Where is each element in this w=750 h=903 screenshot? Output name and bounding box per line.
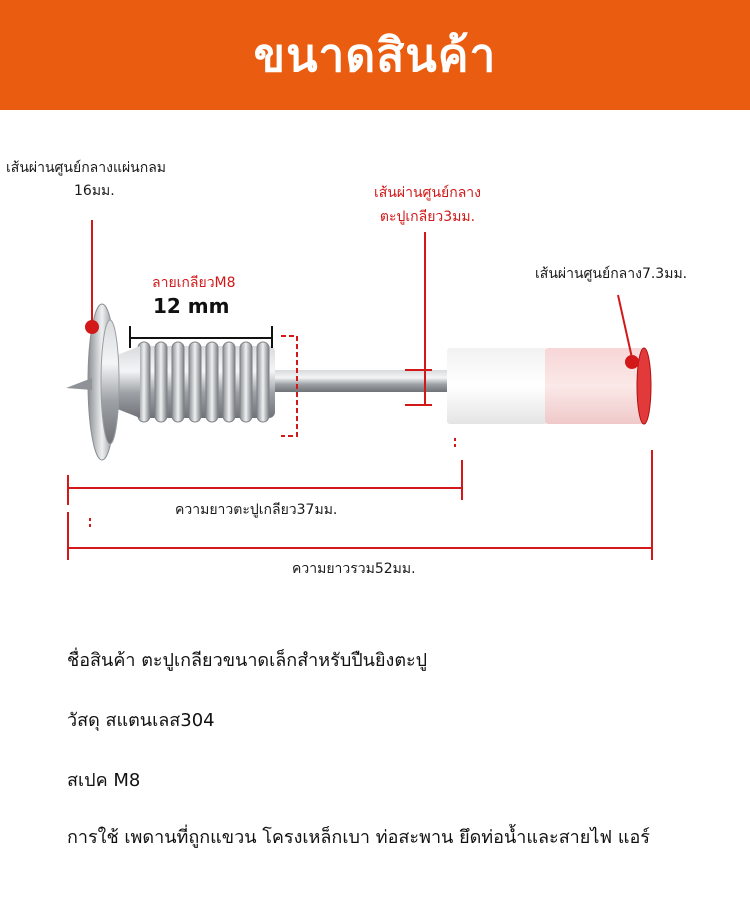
product-diagram — [0, 120, 750, 610]
head-diameter-label: เส้นผ่านศูนย์กลางแผ่นกลม — [6, 160, 167, 176]
head-diameter-value: 16มม. — [74, 183, 115, 199]
thread-type-label: ลายเกลียวM8 — [152, 275, 236, 291]
product-usage: การใช้ เพดานที่ถูกแขวน โครงเหล็กเบา ท่อสะพาน ยึดท่อน้ำและสายไฟ แอร์ — [67, 827, 650, 848]
screw-head — [66, 304, 140, 460]
shaft-diameter-value: ตะปูเกลียว3มม. — [379, 209, 476, 225]
total-length-label: ความยาวรวม52มม. — [292, 561, 416, 577]
product-spec: สเปค M8 — [67, 770, 141, 791]
shaft-diameter-label: เส้นผ่านศูนย์กลาง — [374, 185, 481, 201]
screw-sleeve — [447, 348, 651, 424]
page-title: ขนาดสินค้า — [253, 27, 497, 82]
thread-length-label: 12 mm — [153, 294, 230, 318]
header-banner — [0, 0, 750, 110]
screw-threads — [135, 342, 275, 422]
product-material: วัสดุ สแตนเลส304 — [67, 710, 215, 731]
sleeve-diameter-label: เส้นผ่านศูนย์กลาง7.3มม. — [535, 266, 688, 282]
product-name: ชื่อสินค้า ตะปูเกลียวขนาดเล็กสำหรับปืนยิงตะปู — [67, 650, 428, 671]
screw-length-label: ความยาวตะปูเกลียว37มม. — [175, 502, 338, 518]
